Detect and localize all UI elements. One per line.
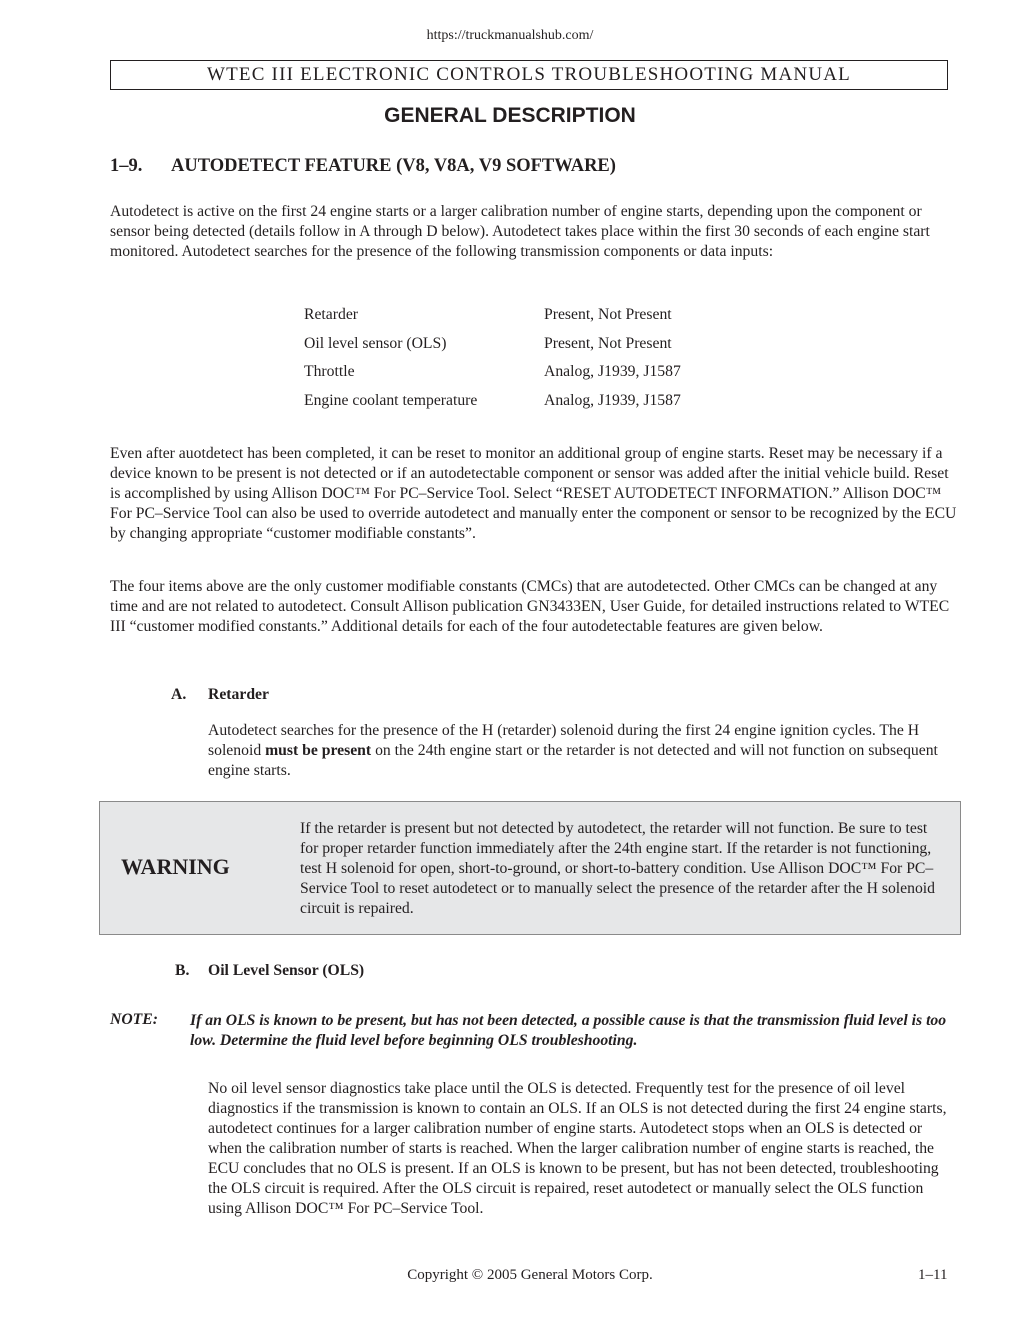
component-name: Throttle	[304, 363, 355, 380]
subsection-b-letter: B.	[175, 962, 190, 979]
subsection-a-title: Retarder	[208, 686, 269, 703]
section-title: GENERAL DESCRIPTION	[384, 104, 636, 127]
autodetect-components-table	[304, 306, 681, 420]
component-name: Retarder	[304, 306, 359, 323]
reset-paragraph: Even after auotdetect has been completed, it can be reset to monitor an additional group of engine starts. Reset may be necessary if a device known to be present is not detected or if an autodetectable component or sensor was added after the initial vehicle build. Reset is accomplished by using Allison DOC™ For PC–Service Tool. Select “RESET AUTODETECT INFORMATION.” Allison DOC™ For PC–Service Tool can also be used to override autodetect and manually enter the component or sensor to be recognized by the ECU by changing appropriate “customer modifiable constants”.	[110, 445, 957, 542]
retarder-paragraph	[208, 721, 958, 781]
table-row	[304, 306, 681, 335]
page-number: 1–11	[918, 1267, 948, 1283]
intro-paragraph: Autodetect is active on the first 24 engine starts or a larger calibration number of engine starts, depending upon the component or sensor being detected (details follow in A through D below). Autodetect takes place within the first 30 seconds of each engine start monitored. Autodetect searches for the presence of the following transmission components or data inputs:	[110, 203, 930, 260]
source-url: https://truckmanualshub.com/	[426, 28, 594, 43]
manual-title-box	[110, 60, 948, 90]
table-row	[304, 392, 681, 421]
retarder-text-start: Autodetect searches for the presence of the H (retarder) solenoid during the first 24 engine ignition cycles. The H solenoid	[208, 722, 920, 759]
heading-title: AUTODETECT FEATURE (V8, V8A, V9 SOFTWARE)	[171, 156, 616, 176]
component-values: Present, Not Present	[544, 334, 672, 352]
table-row	[304, 363, 681, 392]
subsection-b-title: Oil Level Sensor (OLS)	[208, 962, 365, 979]
component-values: Present, Not Present	[544, 306, 672, 323]
table-row	[304, 335, 681, 364]
warning-label: WARNING	[121, 854, 230, 879]
subsection-a-letter: A.	[171, 686, 187, 703]
heading-number: 1–9.	[110, 156, 143, 176]
retarder-text-emphasis: must be present	[265, 742, 372, 759]
warning-text: If the retarder is present but not detected by autodetect, the retarder will not function. Be sure to test for proper retarder function immediately after the 24th engine start. If the retarder is not functioning, test H solenoid for open, short-to-ground, or short-to-battery condition. Use Allison DOC™ For PC–Service Tool to reset autodetect or to manually select the presence of the retarder after the H solenoid circuit is repaired.	[300, 820, 936, 917]
ols-paragraph: No oil level sensor diagnostics take place until the OLS is detected. Frequently test for the presence of oil level diagnostics if the transmission is known to contain an OLS. If an OLS is not detected during the first 24 engine starts, autodetect continues for a larger calibration number of engine starts. Autodetect stops when an OLS is detected or when the calibration number of starts is reached. When the larger calibration number of engine starts is reached, the ECU concludes that no OLS is present. If an OLS is known to be present, but has not been detected, troubleshooting the OLS circuit is required. After the OLS circuit is repaired, reset autodetect or manually select the OLS function using Allison DOC™ For PC–Service Tool.	[208, 1080, 947, 1217]
retarder-text-end: on the 24th engine start or the retarder is not detected and will not function on subsequent engine starts.	[208, 742, 938, 779]
note-text: If an OLS is known to be present, but has not been detected, a possible cause is that the transmission fluid level is too low. Determine the fluid level before beginning OLS troubleshooting.	[190, 1012, 947, 1049]
manual-title: WTEC III ELECTRONIC CONTROLS TROUBLESHOOTING MANUAL	[206, 64, 851, 85]
cmc-paragraph: The four items above are the only customer modifiable constants (CMCs) that are autodetected. Other CMCs can be changed at any time and are not related to autodetect. Consult Allison publication GN3433EN, User Guide, for detailed instructions related to WTEC III “customer modified constants.” Additional details for each of the four autodetectable features are given below.	[110, 578, 950, 635]
component-name: Oil level sensor (OLS)	[304, 334, 447, 352]
component-name: Engine coolant temperature	[304, 391, 478, 409]
component-values: Analog, J1939, J1587	[544, 391, 681, 409]
component-values: Analog, J1939, J1587	[544, 363, 681, 380]
note-label: NOTE:	[110, 1011, 158, 1028]
footer-copyright: Copyright © 2005 General Motors Corp.	[407, 1267, 653, 1283]
